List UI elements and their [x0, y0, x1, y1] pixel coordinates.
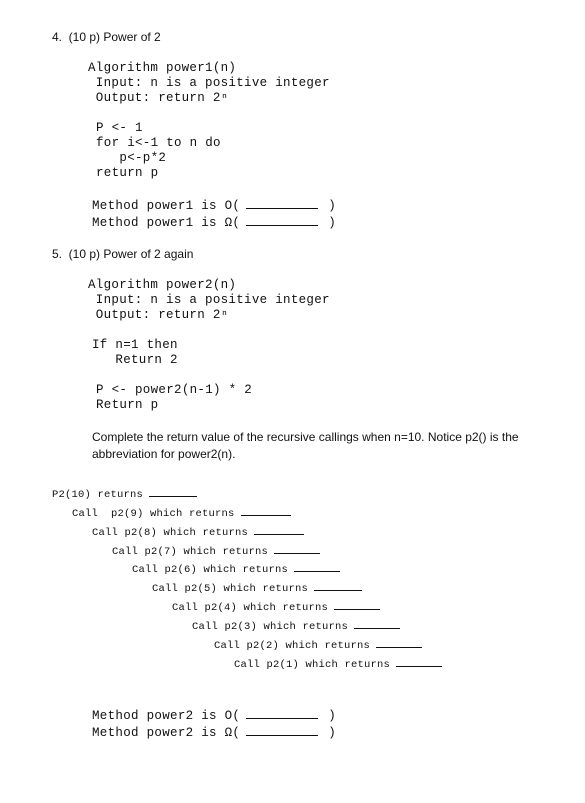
call-label: Call p2(5) which returns — [152, 583, 309, 595]
q5-code-line: P <- power2(n-1) * 2 — [96, 383, 253, 397]
call-label: Call p2(8) which returns — [92, 527, 249, 539]
q4-big-omega-row — [92, 215, 336, 230]
q5-big-omega-label: Method power2 is Ω( — [92, 726, 241, 740]
q4-code-line: P <- 1 — [96, 121, 143, 135]
call-row — [214, 637, 422, 652]
q5-big-o-blank[interactable] — [246, 708, 318, 719]
q5-heading: 5. (10 p) Power of 2 again — [52, 247, 194, 261]
q4-algo-name: Algorithm power1(n) — [88, 61, 237, 75]
call-answer-blank[interactable] — [396, 656, 442, 667]
q4-code-line: for i<-1 to n do — [96, 136, 221, 150]
call-label: Call p2(7) which returns — [112, 546, 269, 558]
call-label: Call p2(4) which returns — [172, 602, 329, 614]
call-row — [172, 599, 380, 614]
call-answer-blank[interactable] — [376, 637, 422, 648]
call-row — [234, 656, 442, 671]
q5-algo-output: Output: return 2ⁿ — [88, 308, 229, 322]
call-answer-blank[interactable] — [241, 505, 291, 516]
q5-instruction-line: abbreviation for power2(n). — [92, 447, 236, 461]
call-row — [92, 524, 304, 539]
call-label: Call p2(6) which returns — [132, 564, 289, 576]
call-answer-blank[interactable] — [314, 580, 362, 591]
q4-algo-input: Input: n is a positive integer — [88, 76, 330, 90]
q4-big-omega-blank[interactable] — [246, 215, 318, 226]
q5-big-o-label: Method power2 is O( — [92, 709, 241, 723]
call-label: Call p2(3) which returns — [192, 621, 349, 633]
q5-big-omega-close: ) — [328, 726, 337, 740]
q5-algo-input: Input: n is a positive integer — [88, 293, 330, 307]
q5-instruction-line: Complete the return value of the recursive callings when n=10. Notice p2() is the — [92, 430, 519, 444]
q4-big-o-blank[interactable] — [246, 198, 318, 209]
q4-big-o-close: ) — [328, 199, 337, 213]
call-answer-blank[interactable] — [149, 486, 197, 497]
q5-code-line: If n=1 then — [92, 338, 178, 352]
q5-big-o-close: ) — [328, 709, 337, 723]
q4-code-line: p<-p*2 — [96, 151, 167, 165]
q4-code-line: return p — [96, 166, 159, 180]
q4-big-o-label: Method power1 is O( — [92, 199, 241, 213]
q4-algo-output: Output: return 2ⁿ — [88, 91, 229, 105]
call-answer-blank[interactable] — [274, 543, 320, 554]
q5-algo-name: Algorithm power2(n) — [88, 278, 237, 292]
q4-big-omega-label: Method power1 is Ω( — [92, 216, 241, 230]
call-answer-blank[interactable] — [354, 618, 400, 629]
call-label: Call p2(2) which returns — [214, 640, 371, 652]
q5-code-line: Return 2 — [92, 353, 178, 367]
q5-big-omega-blank[interactable] — [246, 725, 318, 736]
call-row — [112, 543, 320, 558]
call-row — [192, 618, 400, 633]
call-label: P2(10) returns — [52, 489, 144, 501]
q4-heading: 4. (10 p) Power of 2 — [52, 30, 161, 44]
call-row — [152, 580, 362, 595]
call-answer-blank[interactable] — [334, 599, 380, 610]
q5-big-o-row — [92, 708, 336, 723]
call-label: Call p2(9) which returns — [72, 508, 235, 520]
call-answer-blank[interactable] — [294, 561, 340, 572]
call-row — [132, 561, 340, 576]
q5-code-line: Return p — [96, 398, 159, 412]
call-label: Call p2(1) which returns — [234, 659, 391, 671]
call-row — [72, 505, 291, 520]
q4-big-o-row — [92, 198, 336, 213]
call-answer-blank[interactable] — [254, 524, 304, 535]
q4-big-omega-close: ) — [328, 216, 337, 230]
call-row — [52, 486, 197, 501]
q5-big-omega-row — [92, 725, 336, 740]
